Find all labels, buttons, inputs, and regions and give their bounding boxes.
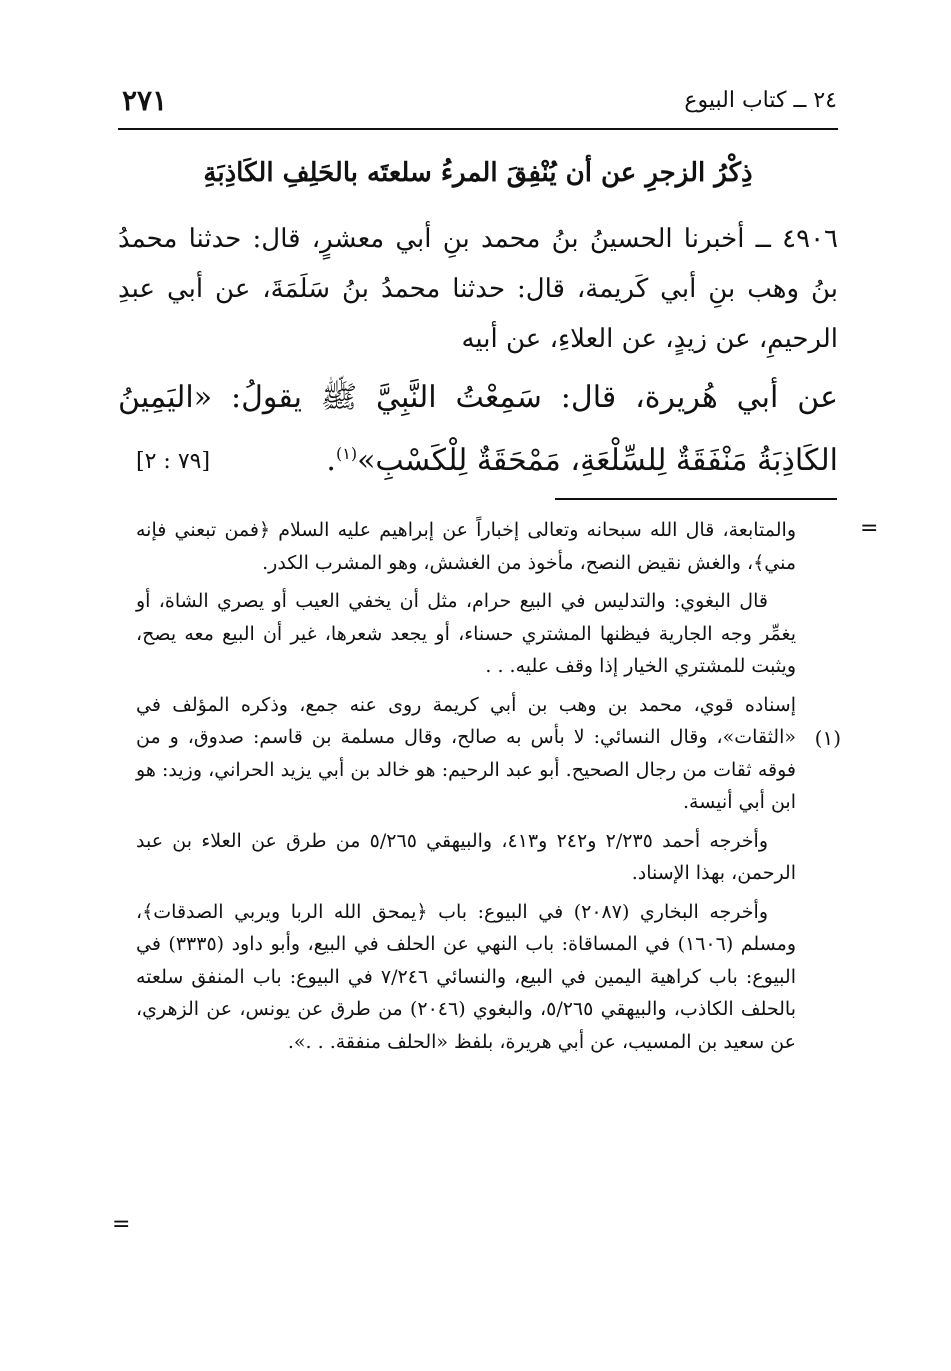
footnote-paragraph: وأخرجه أحمد ٢/٢٣٥ و٢٤٢ و٤١٣، والبيهقي ٥/٢٦٥ من طرق عن العلاء بن عبد الرحمن، بهذا الإسناد. [136,829,796,884]
citation: [٧٩ : ٢] [136,449,211,474]
isnad-text: ٤٩٠٦ ــ أخبرنا الحسينُ بنُ محمد بنِ أبي معشرٍ، قال: حدثنا محمدُ بنُ وهب بنِ أبي كَريمة، قال: حدثنا محمدُ بنُ سَلَمَةَ، عن أبي عبدِ الرحيمِ، عن زيدٍ، عن العلاءِ، عن أبيه [118,224,838,354]
header-rule [118,128,838,130]
continuation-mark-bottom: = [112,1212,131,1237]
footnote-number: (١) [814,726,841,750]
footnote-paragraph: والمتابعة، قال الله سبحانه وتعالى إخباراً عن إبراهيم عليه السلام ﴿فمن تبعني فإنه مني﴾، والغش نقيض النصح، مأخوذ من الغشش، وهو المشرب الكدر. [136,519,796,574]
footnote-paragraph: إسناده قوي، محمد بن وهب بن أبي كريمة روى عنه جمع، وذكره المؤلف في «الثقات»، وقال النسائي: لا بأس به صالح، وقال مسلمة بن قاسم: صدوق، و من فوقه ثقات من رجال الصحيح. أبو عبد الرحيم: هو خالد بن أبي يزيد الحراني، وزيد: هو ابن أبي أنيسة. [136,693,796,813]
footnote-rule [555,498,837,500]
page-number: ٢٧١ [122,84,168,117]
hadith-isnad [118,214,838,364]
chapter-heading: ذِكْرُ الزجرِ عن أن يُنْفِقَ المرءُ سلعتَه بالحَلِفِ الكَاذِبَةِ [203,158,753,188]
footnote-paragraph: وأخرجه البخاري (٢٠٨٧) في البيوع: باب ﴿يمحق الله الربا ويربي الصدقات﴾، ومسلم (١٦٠٦) في المساقاة: باب النهي عن الحلف في البيع، وأبو داود (٣٣٣٥) في البيوع: باب كراهية اليمين في البيع، والنسائي ٧/٢٤٦ في البيوع: باب المنفق سلعته بالحلف الكاذب، والبيهقي ٥/٢٦٥، والبغوي (٢٠٤٦) من طرق عن يونس، عن الزهري، عن سعيد بن المسيب، عن أبي هريرة، بلفظ «الحلف منفقة. . .». [136,900,796,1053]
footnotes [136,514,796,1064]
running-head [122,84,837,120]
footnote-reference[interactable]: (١) [335,444,358,463]
footnote-paragraph: قال البغوي: والتدليس في البيع حرام، مثل أن يخفي العيب أو يصري الشاة، أو يغمِّر وجه الجارية فيظنها المشتري حسناء، أو يجعد شعرها، غير أن البيع معه يصح، ويثبت للمشتري الخيار إذا وقف عليه. . . [136,590,796,677]
running-title: ٢٤ ــ كتاب البيوع [684,88,837,113]
continuation-mark-top: = [860,516,879,541]
hadith-matn: عن أبي هُريرة، قال: سَمِعْتُ النَّبِيَّ ﷺ يقولُ: «اليَمِينُ الكَاذِبَةُ مَنْفَقَةٌ لِلسِّلْعَةِ، مَمْحَقَةٌ لِلْكَسْبِ»$^{(١)}$. [118,380,838,478]
matn-text: عن أبي هُريرة، قال: سَمِعْتُ النَّبِيَّ ﷺ يقولُ: «اليَمِينُ الكَاذِبَةُ مَنْفَقَةٌ لِلسِّلْعَةِ، مَمْحَقَةٌ لِلْكَسْبِ» [118,380,838,478]
